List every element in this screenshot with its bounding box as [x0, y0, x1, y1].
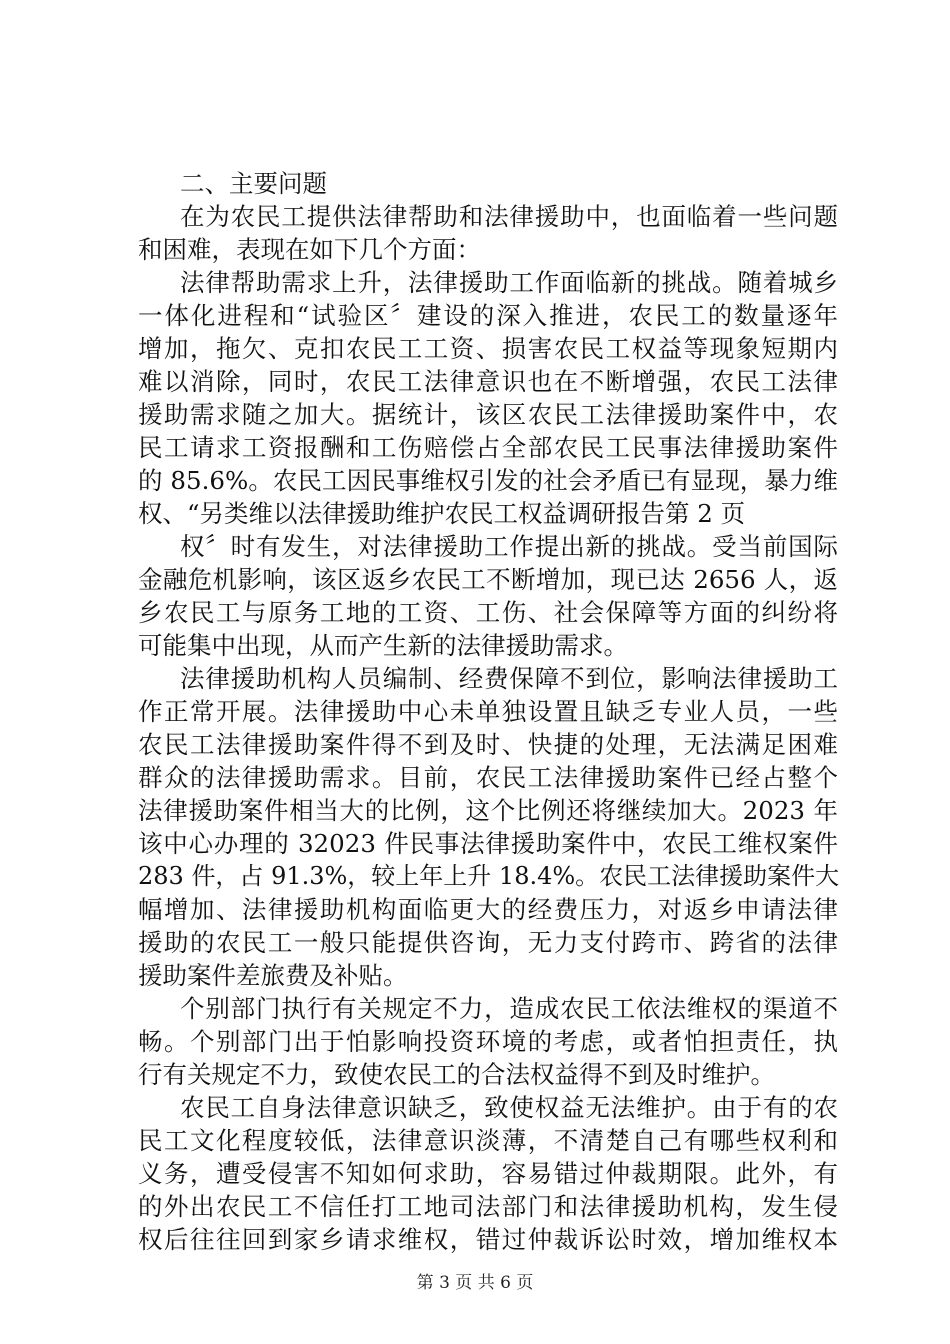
paragraph-line: 权、“另类维以法律援助维护农民工权益调研报告第 2 页 [138, 499, 746, 528]
paragraph-line: 权后往往回到家乡请求维权，错过仲裁诉讼时效，增加维权本 [138, 1225, 838, 1254]
paragraph-line: 援助案件差旅费及补贴。 [138, 961, 408, 990]
paragraph-line: 幅增加、法律援助机构面临更大的经费压力，对返乡申请法律 [138, 895, 838, 924]
paragraph-line: 金融危机影响，该区返乡农民工不断增加，现已达 2656 人，返 [138, 565, 838, 594]
paragraph-line: 权〞时有发生，对法律援助工作提出新的挑战。受当前国际 [180, 532, 838, 561]
paragraph-line: 乡农民工与原务工地的工资、工伤、社会保障等方面的纠纷将 [138, 598, 838, 627]
paragraph-line: 民工请求工资报酬和工伤赔偿占全部农民工民事法律援助案件 [138, 433, 838, 462]
paragraph-line: 的外出农民工不信任打工地司法部门和法律援助机构，发生侵 [138, 1192, 838, 1221]
paragraph-line: 的 85.6%。农民工因民事维权引发的社会矛盾已有显现，暴力维 [138, 466, 838, 495]
paragraph-line: 民工文化程度较低，法律意识淡薄，不清楚自己有哪些权利和 [138, 1126, 838, 1155]
paragraph-line: 援助的农民工一般只能提供咨询，无力支付跨市、跨省的法律 [138, 928, 838, 957]
paragraph-line: 和困难，表现在如下几个方面： [138, 235, 481, 264]
paragraph-line: 283 件，占 91.3%，较上年上升 18.4%。农民工法律援助案件大 [138, 862, 840, 890]
paragraph-line: 个别部门执行有关规定不力，造成农民工依法维权的渠道不 [180, 994, 838, 1023]
paragraph-line: 援助需求随之加大。据统计，该区农民工法律援助案件中，农 [138, 400, 838, 429]
paragraph-line: 作正常开展。法律援助中心未单独设置且缺乏专业人员，一些 [138, 697, 838, 726]
paragraph-line: 畅。个别部门出于怕影响投资环境的考虑，或者怕担责任，执 [138, 1027, 838, 1056]
paragraph-line: 法律帮助需求上升，法律援助工作面临新的挑战。随着城乡 [180, 268, 838, 297]
paragraph-line: 农民工自身法律意识缺乏，致使权益无法维护。由于有的农 [180, 1093, 838, 1122]
paragraph-line: 增加，拖欠、克扣农民工工资、损害农民工权益等现象短期内 [138, 334, 838, 363]
paragraph-line: 义务，遭受侵害不知如何求助，容易错过仲裁期限。此外，有 [138, 1159, 838, 1188]
paragraph-line: 农民工法律援助案件得不到及时、快捷的处理，无法满足困难 [138, 730, 838, 759]
section-heading: 二、主要问题 [180, 169, 327, 198]
paragraph-line: 难以消除，同时，农民工法律意识也在不断增强，农民工法律 [138, 367, 838, 396]
paragraph-line: 一体化进程和“试验区〞建设的深入推进，农民工的数量逐年 [138, 301, 838, 330]
paragraph-line: 法律援助案件相当大的比例，这个比例还将继续加大。2023 年 [138, 796, 838, 825]
paragraph-line: 群众的法律援助需求。目前，农民工法律援助案件已经占整个 [138, 763, 838, 792]
paragraph-line: 该中心办理的 32023 件民事法律援助案件中，农民工维权案件 [138, 829, 838, 858]
paragraph-line: 行有关规定不力，致使农民工的合法权益得不到及时维护。 [138, 1060, 775, 1089]
paragraph-line: 在为农民工提供法律帮助和法律援助中，也面临着一些问题 [180, 202, 838, 231]
paragraph-line: 法律援助机构人员编制、经费保障不到位，影响法律援助工 [180, 664, 838, 693]
page-footer: 第 3 页 共 6 页 [416, 1273, 534, 1293]
paragraph-line: 可能集中出现，从而产生新的法律援助需求。 [138, 631, 628, 660]
